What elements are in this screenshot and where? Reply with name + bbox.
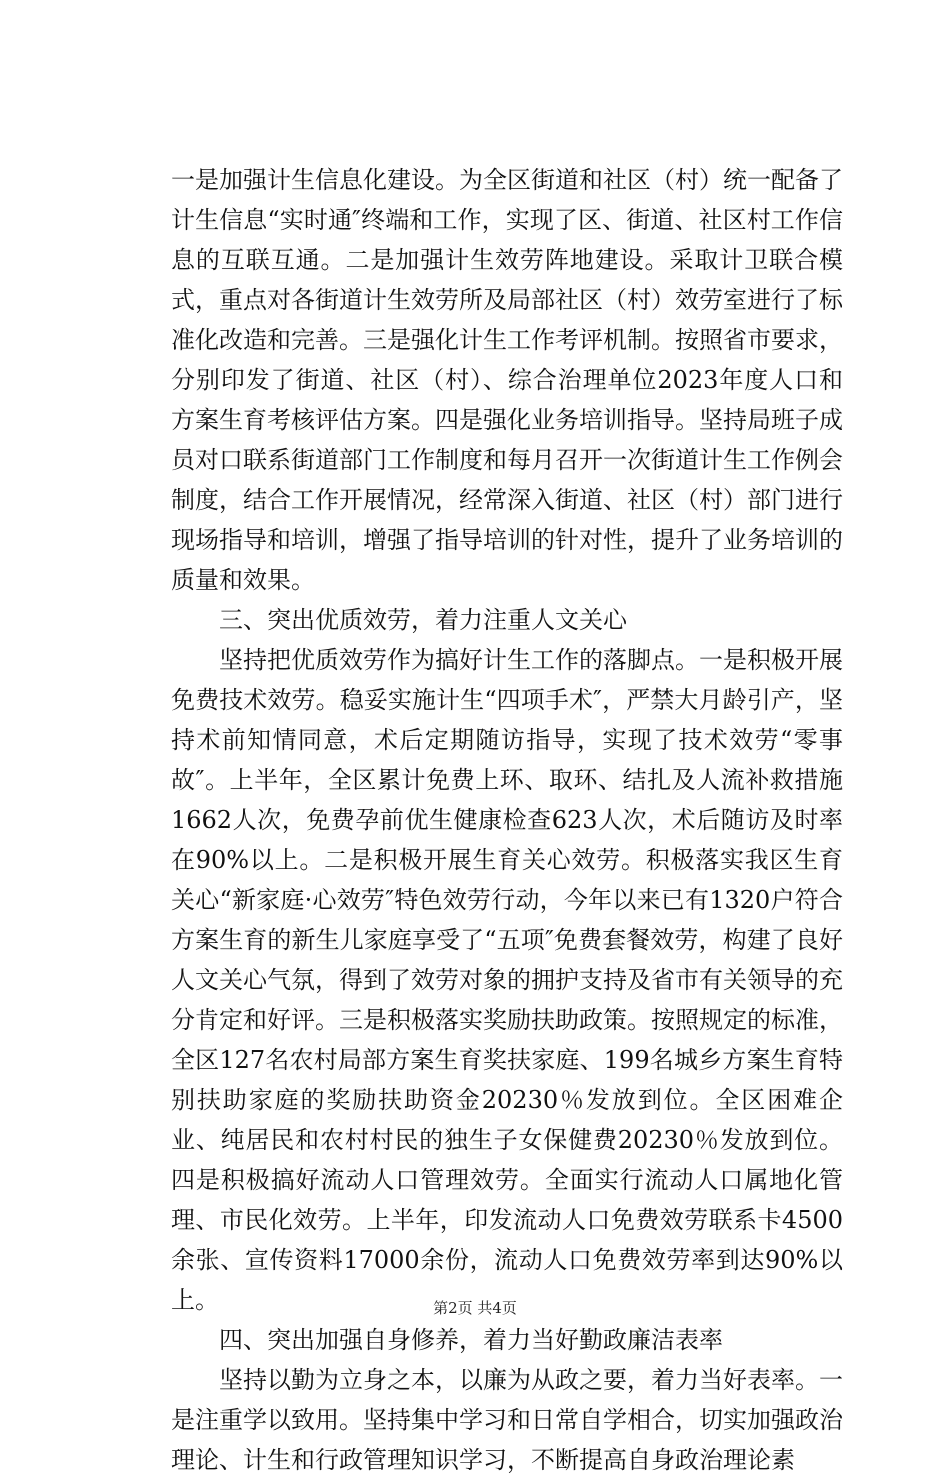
section-heading-self-cultivation: 四、突出加强自身修养，着力当好勤政廉洁表率: [219, 1326, 723, 1354]
page-number-footer: 第2页 共4页: [433, 1299, 517, 1317]
document-body: [171, 160, 843, 1480]
paragraph-informatization: 一是加强计生信息化建设。为全区街道和社区（村）统一配备了计生信息“实时通″终端和工作，实现了区、街道、社区村工作信息的互联互通。二是加强计生效劳阵地建设。采取计卫联合模式，重点对各街道计生效劳所及局部社区（村）效劳室进行了标准化改造和完善。三是强化计生工作考评机制。按照省市要求，分别印发了街道、社区（村）、综合治理单位2023年度人口和方案生育考核评估方案。四是强化业务培训指导。坚持局班子成员对口联系街道部门工作制度和每月召开一次街道计生工作例会制度，结合工作开展情况，经常深入街道、社区（村）部门进行现场指导和培训，增强了指导培训的针对性，提升了业务培训的质量和效果。: [171, 166, 843, 594]
paragraph-quality-service: 坚持把优质效劳作为搞好计生工作的落脚点。一是积极开展免费技术效劳。稳妥实施计生“四项手术″，严禁大月龄引产，坚持术前知情同意，术后定期随访指导，实现了技术效劳“零事故″。上半年，全区累计免费上环、取环、结扎及人流补救措施1662人次，免费孕前优生健康检查623人次，术后随访及时率在90%以上。二是积极开展生育关心效劳。积极落实我区生育关心“新家庭·心效劳″特色效劳行动，今年以来已有1320户符合方案生育的新生儿家庭享受了“五项″免费套餐效劳，构建了良好人文关心气氛，得到了效劳对象的拥护支持及省市有关领导的充分肯定和好评。三是积极落实奖励扶助政策。按照规定的标准，全区127名农村局部方案生育奖扶家庭、199名城乡方案生育特别扶助家庭的奖励扶助资金20230％发放到位。全区困难企业、纯居民和农村村民的独生子女保健费20230％发放到位。四是积极搞好流动人口管理效劳。全面实行流动人口属地化管理、市民化效劳。上半年，印发流动人口免费效劳联系卡4500余张、宣传资料17000余份，流动人口免费效劳率到达90%以上。: [171, 646, 843, 1314]
paragraph-self-cultivation: 坚持以勤为立身之本，以廉为从政之要，着力当好表率。一是注重学以致用。坚持集中学习和日常自学相合，切实加强政治理论、计生和行政管理知识学习，不断提高自身政治理论素: [171, 1366, 843, 1474]
section-heading-quality-service: 三、突出优质效劳，着力注重人文关心: [219, 606, 627, 634]
